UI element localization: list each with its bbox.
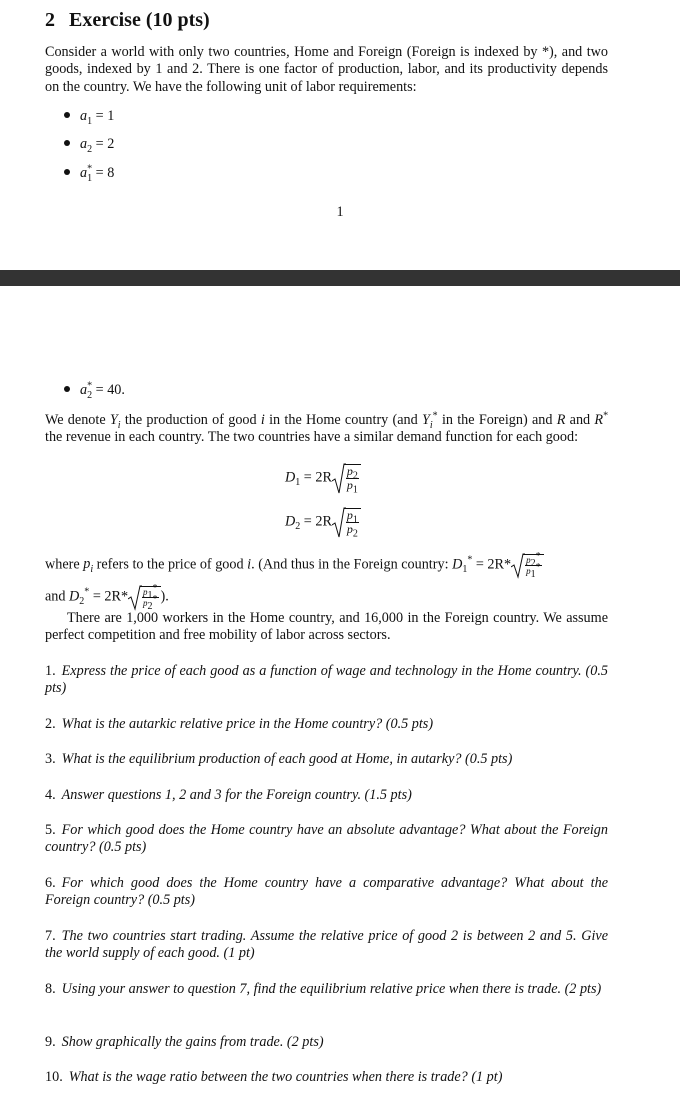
document-page-2 <box>0 286 680 1118</box>
requirement-var: a <box>80 108 88 124</box>
requirement-value: = 8 <box>95 165 115 181</box>
requirement-value: = 40. <box>95 382 125 398</box>
requirement-item <box>64 165 114 182</box>
requirement-sub: 2 <box>87 389 93 401</box>
question-item <box>45 663 608 698</box>
eq-num: p <box>346 464 353 478</box>
demand-equation-1 <box>285 464 361 496</box>
question-text: What is the autarkic relative price in the Home country? (0.5 pts) <box>61 716 434 732</box>
question-text: Show graphically the gains from trade. (2 pts) <box>61 1034 324 1050</box>
question-text: Using your answer to question 7, find the equilibrium relative price when there is trade. (2 pts) <box>61 981 602 997</box>
foreign-eq-2: = 2R* <box>92 588 129 605</box>
question-item <box>45 787 608 804</box>
question-text: Answer questions 1, 2 and 3 for the Foreign country. (1.5 pts) <box>61 787 412 803</box>
workers-paragraph: There are 1,000 workers in the Home country, and 16,000 in the Foreign country. We assume perfect competition and free mobility of labor across sectors. <box>45 610 608 644</box>
question-item <box>45 1069 608 1086</box>
eq-num: p <box>346 508 353 522</box>
foreign-eq-1: = 2R* <box>475 556 512 573</box>
question-text: For which good does the Home country have a comparative advantage? What about the Foreign country? (0.5 pts) <box>45 875 608 909</box>
eq-mid: = 2R <box>300 513 332 530</box>
page-separator <box>0 270 680 286</box>
question-number: 4. <box>45 787 56 803</box>
eq-lhs: D <box>285 469 296 486</box>
denote-paragraph: We denote $Y_i$ the production of good i in the Home country (and $Y_i^*$ in the Foreign) and R and R* the revenue in each country. The two countries have a similar demand function for each good: <box>45 410 609 446</box>
text-run: the production of good <box>124 412 257 428</box>
question-number: 8. <box>45 981 56 997</box>
question-number: 1. <box>45 663 56 679</box>
bullet-icon <box>64 169 70 175</box>
text-run: . (And thus in the Foreign country: <box>251 556 449 573</box>
requirement-value: = 2 <box>95 136 115 152</box>
question-item <box>45 751 608 768</box>
eq-den: p <box>346 522 353 536</box>
text-run: where <box>45 556 80 573</box>
bullet-icon <box>64 386 70 392</box>
eq-mid: = 2R <box>300 469 332 486</box>
sqrt-symbol: $\frac{p_1^*}{p_2^*}$ <box>128 586 161 608</box>
question-text: For which good does the Home country have an absolute advantage? What about the Foreign country? (0.5 pts) <box>45 822 608 856</box>
question-item <box>45 981 608 998</box>
page-number: 1 <box>336 204 344 220</box>
requirement-sub: 2 <box>87 143 93 155</box>
question-text: The two countries start trading. Assume the relative price of good 2 is between 2 and 5. Give the world supply of each good. (1 pt) <box>45 928 608 962</box>
question-number: 7. <box>45 928 56 944</box>
text-run: and <box>45 588 66 605</box>
text-run: refers to the price of good <box>96 556 244 573</box>
requirement-item <box>64 382 125 399</box>
requirement-item <box>64 108 114 125</box>
bullet-icon <box>64 140 70 146</box>
question-item <box>45 928 608 963</box>
requirement-var: a <box>80 136 88 152</box>
eq-den: p <box>346 478 353 492</box>
document-page-1 <box>0 0 680 270</box>
eq-lhs-sub: 2 <box>295 521 301 533</box>
question-item <box>45 822 608 857</box>
question-number: 5. <box>45 822 56 838</box>
bullet-icon <box>64 112 70 118</box>
text-run: the revenue in each country. The two countries have a similar demand function for each good: <box>45 429 579 446</box>
question-number: 10. <box>45 1069 63 1085</box>
sqrt-symbol: $\frac{p_1}{p_2}$ <box>332 508 361 536</box>
foreign-demand-2-line: and $D_2^* = 2R*$ $\frac{p_1^*}{p_2^*}$ ). <box>45 583 169 612</box>
requirement-var: a <box>80 382 88 398</box>
eq-lhs-sub: 1 <box>295 477 301 489</box>
demand-equation-2 <box>285 508 361 540</box>
question-number: 2. <box>45 716 56 732</box>
requirement-sup: * <box>87 163 93 175</box>
text-run: and <box>569 412 591 428</box>
section-number: 2 <box>45 9 55 31</box>
intro-paragraph: Consider a world with only two countries, Home and Foreign (Foreign is indexed by *), and two goods, indexed by 1 and 2. There is one factor of production, labor, and its productivity depends on the country. We have the following unit of labor requirements: <box>45 44 608 95</box>
question-item <box>45 875 608 910</box>
eq-lhs: D <box>285 513 296 530</box>
requirement-sup: * <box>87 380 93 392</box>
requirement-item <box>64 136 114 153</box>
requirement-value: = 1 <box>95 108 115 124</box>
question-text: What is the wage ratio between the two countries when there is trade? (1 pt) <box>68 1069 503 1085</box>
text-run: in the Foreign) and <box>441 412 553 428</box>
question-number: 6. <box>45 875 56 891</box>
question-text: What is the equilibrium production of each good at Home, in autarky? (0.5 pts) <box>61 751 513 767</box>
question-number: 3. <box>45 751 56 767</box>
requirement-var: a <box>80 165 88 181</box>
question-item <box>45 716 608 733</box>
question-number: 9. <box>45 1034 56 1050</box>
text-run: in the Home country (and <box>269 412 418 428</box>
where-line: where $p_i$ refers to the price of good i. (And thus in the Foreign country: $D_1^* = 2R*$ $\frac{p_2^*}{p_1^*}$ <box>45 554 608 576</box>
sqrt-symbol: $\frac{p_2^*}{p_1^*}$ <box>511 554 544 576</box>
section-heading <box>45 8 210 32</box>
question-item <box>45 1034 608 1051</box>
text-run: We denote <box>45 412 106 428</box>
requirement-sub: 1 <box>87 172 93 184</box>
requirement-sub: 1 <box>87 115 93 127</box>
question-text: Express the price of each good as a function of wage and technology in the Home country. (0.5 pts) <box>45 663 608 697</box>
section-title: Exercise (10 pts) <box>69 9 210 31</box>
sqrt-symbol: $\frac{p_2}{p_1}$ <box>332 464 361 492</box>
